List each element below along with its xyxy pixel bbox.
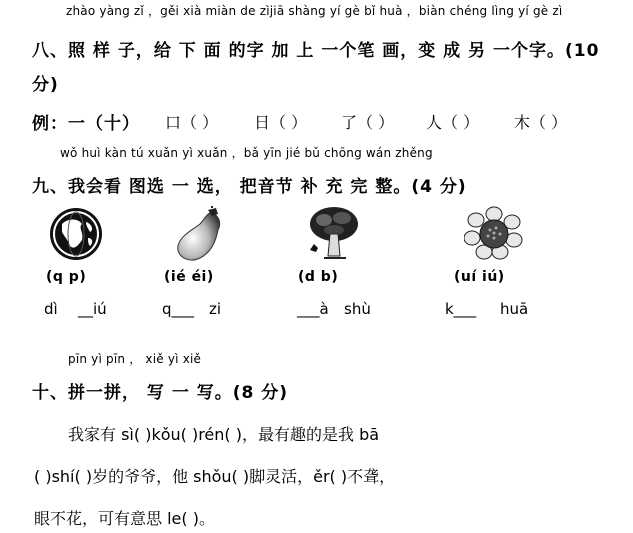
section9-pinyin-line: wǒ huì kàn tú xuǎn yì xuǎn ，bǎ yīn jié bǔ chōng wán zhěng bbox=[60, 146, 433, 160]
section8-item-kou: 口（ ） bbox=[165, 113, 219, 132]
tree-icon bbox=[306, 204, 362, 262]
section8-item-le: 了（ ） bbox=[341, 113, 395, 132]
option-ie-ei: (ié éi) bbox=[164, 269, 214, 285]
section10-paragraph-line2: ( )shí( )岁的爷爷，他 shǒu( )脚灵活，ěr( )不聋， bbox=[34, 467, 396, 486]
syllable-blank-k: k___ bbox=[445, 300, 477, 318]
option-q-p: (q p) bbox=[46, 269, 87, 285]
section8-example: 例：一（十） bbox=[32, 114, 140, 134]
section8-item-ri: 日（ ） bbox=[254, 113, 308, 132]
globe-icon bbox=[48, 206, 104, 262]
section8-heading-cont: 分) bbox=[32, 75, 59, 95]
section8-item-ren: 人（ ） bbox=[426, 113, 480, 132]
section10-paragraph-line3: 眼不花，可有意思 le( )。 bbox=[34, 509, 215, 528]
section9-heading: 九、我会看 图选 一 选， 把音节 补 充 完 整。(4 分) bbox=[32, 177, 467, 197]
option-ui-iu: (uí iú) bbox=[454, 269, 505, 285]
section8-heading: 八、照 样 子，给 下 面 的字 加 上 一个笔 画，变 成 另 一个字。(10 bbox=[32, 41, 600, 61]
syllable-shu: shù bbox=[344, 300, 371, 318]
eggplant-icon bbox=[172, 206, 228, 264]
syllable-di: dì bbox=[44, 300, 58, 318]
top-pinyin-line: zhào yàng zǐ ，gěi xià miàn de zìjiā shàng yí gè bǐ huà ，biàn chéng lìng yí gè zì bbox=[66, 4, 563, 18]
syllable-blank-iu: __iú bbox=[78, 300, 107, 318]
section10-paragraph-line1: 我家有 sì( )kǒu( )rén( )，最有趣的是我 bā bbox=[68, 425, 380, 444]
section10-heading: 十、拼一拼， 写 一 写。(8 分) bbox=[32, 383, 289, 403]
section10-pinyin-line: pīn yì pīn ， xiě yì xiě bbox=[68, 352, 202, 366]
flower-icon bbox=[464, 206, 524, 262]
option-d-b: (d b) bbox=[298, 269, 339, 285]
syllable-blank-a: ___à bbox=[297, 300, 329, 318]
syllable-hua: huā bbox=[500, 300, 529, 318]
section8-item-mu: 木（ ） bbox=[514, 113, 568, 132]
syllable-zi: zi bbox=[209, 300, 222, 318]
syllable-blank-q: q___ bbox=[162, 300, 195, 318]
